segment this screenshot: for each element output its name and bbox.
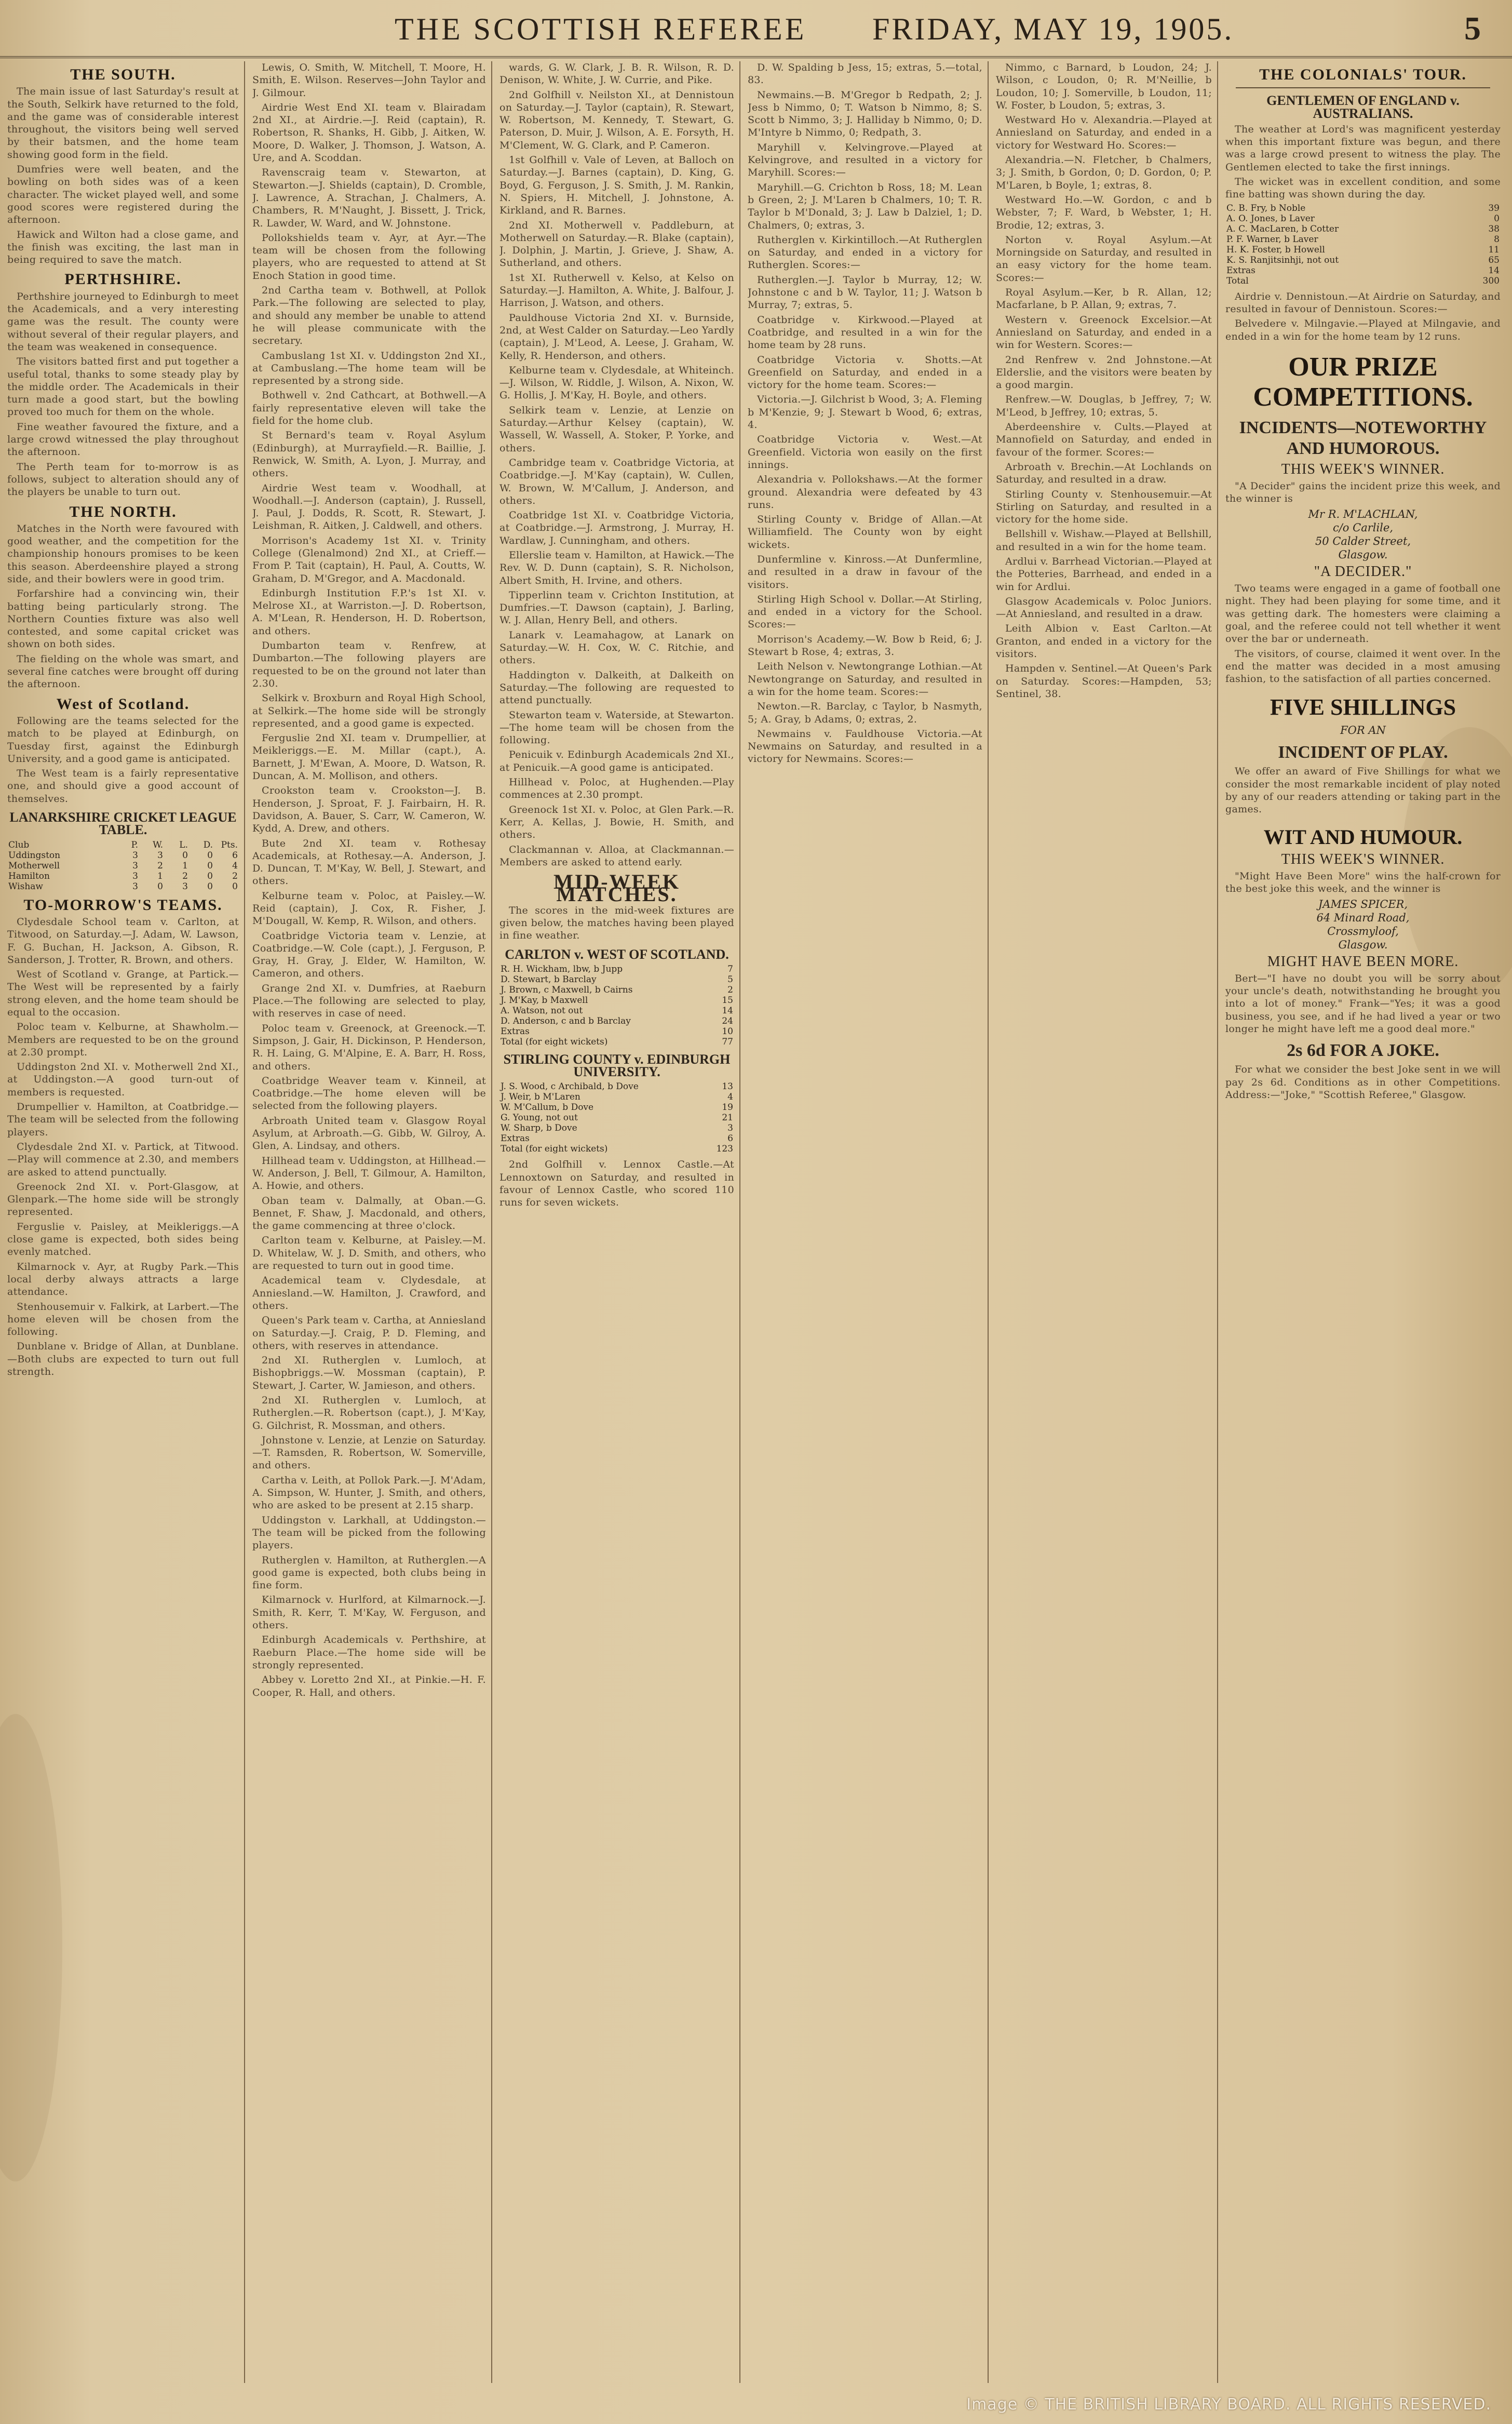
- column-rule: [988, 61, 989, 2383]
- wit-winner-heading: THIS WEEK'S WINNER.: [1281, 851, 1445, 867]
- article-body: Bert—"I have no doubt you will be sorry about your uncle's death, notwithstanding he brought you into a lot of money." Frank—"Yes; it was a good business, you see, and if he had lived a year or two longer he might have left me a good deal more.": [1225, 972, 1501, 1035]
- wit-winner-address-line: 64 Minard Road,: [1316, 911, 1410, 924]
- article-body: 2nd Golfhill v. Lennox Castle.—At Lennoxtown on Saturday, and resulted in favour of Lennox Castle, who scored 110 runs for seven wickets.: [500, 1159, 734, 1209]
- column-rule: [491, 61, 492, 2383]
- wit-winner-name: JAMES SPICER,: [1318, 898, 1408, 910]
- scorecard-table: R. H. Wickham, lbw, b Jupp 7 D. Stewart, b Barclay 5 J. Brown, c Maxwell, b Cairns 2 J. M'Kay, b Maxwell 15 A. Watson, not out 14 D. Anderson, c and b Barclay 24 Extras 10 Total (for eight wickets) 77: [501, 963, 733, 1047]
- article-body: Clydesdale School team v. Carlton, at Titwood, on Saturday.—J. Adam, W. Lawson, F. G. Buchan, H. Jackson, A. Gibson, R. Sanderson, J. Trotter, R. Brown, and others. West of Scotland v. Grange, at Partick.—The West will be represented by a fairly strong eleven, and the home team should be equal to the occasion. Poloc team v. Kelburne, at Shawholm.—Members are requested to be on the ground at 2.30 prompt. Uddingston 2nd XI. v. Motherwell 2nd XI., at Uddingston.—A good turn-out of members is requested. Drumpellier v. Hamilton, at Coatbridge.—The team will be selected from the following players. Clydesdale 2nd XI. v. Partick, at Titwood.—Play will commence at 2.30, and members are asked to attend punctually. Greenock 2nd XI. v. Port-Glasgow, at Glenpark.—The home side will be strongly represented. Ferguslie v. Paisley, at Meikleriggs.—A close game is expected, both sides being evenly matched. Kilmarnock v. Ayr, at Rugby Park.—This local derby always attracts a large attendance. Stenhousemuir v. Falkirk, at Larbert.—The home eleven will be chosen from the following. Dunblane v. Bridge of Allan, at Dunblane.—Both clubs are expected to turn out full strength.: [7, 916, 239, 1378]
- article-body: The weather at Lord's was magnificent yesterday when this important fixture was begun, and there was a large crowd present to witness the play. The Gentlemen elected to take the first innings. The wicket was in excellent condition, and some fine batting was shown during the day.: [1225, 123, 1501, 200]
- article-body: "A Decider" gains the incident prize this week, and the winner is: [1225, 480, 1501, 505]
- article-body: D. W. Spalding b Jess, 15; extras, 5.—total, 83. Newmains.—B. M'Gregor b Redpath, 2; J. Jess b Nimmo, 0; T. Watson b Nimmo, 8; S. Scott b Nimmo, 3; J. Halliday b Nimmo, 0; D. M'Intyre b Nimmo, 0; Redpath, 3. Maryhill v. Kelvingrove.—Played at Kelvingrove, and resulted in a victory for Maryhill. Scores:— Maryhill.—G. Crichton b Ross, 18; M. Lean b Green, 2; J. M'Laren b Chalmers, 10; T. R. Taylor b M'Donald, 3; J. Law b Dalziel, 1; D. Chalmers, 0; extras, 3. Rutherglen v. Kirkintilloch.—At Rutherglen on Saturday, and ended in a victory for Rutherglen. Scores:— Rutherglen.—J. Taylor b Murray, 12; W. Johnstone c and b W. Taylor, 11; J. Watson b Murray, 7; extras, 5. Coatbridge v. Kirkwood.—Played at Coatbridge, and resulted in a win for the home team by 28 runs. Coatbridge Victoria v. Shotts.—At Greenfield on Saturday, and ended in a victory for the home team. Scores:— Victoria.—J. Gilchrist b Wood, 3; A. Fleming b M'Kenzie, 9; J. Stewart b Wood, 6; extras, 4. Coatbridge Victoria v. West.—At Greenfield. Victoria won easily on the first innings. Alexandria v. Pollokshaws.—At the former ground. Alexandria were defeated by 43 runs. Stirling County v. Bridge of Allan.—At Williamfield. The County won by eight wickets. Dunfermline v. Kinross.—At Dunfermline, and resulted in a draw in favour of the visitors. Stirling High School v. Dollar.—At Stirling, and ended in a victory for the School. Scores:— Morrison's Academy.—W. Bow b Reid, 6; J. Stewart b Rose, 4; extras, 3. Leith Nelson v. Newtongrange Lothian.—At Newtongrange on Saturday, and resulted in a win for the home team. Scores:— Newton.—R. Barclay, c Taylor, b Nasmyth, 5; A. Gray, b Adams, 0; extras, 2. Newmains v. Fauldhouse Victoria.—At Newmains on Saturday, and resulted in a victory for Newmains. Scores:—: [748, 62, 982, 765]
- winner-heading: THIS WEEK'S WINNER.: [1281, 461, 1445, 477]
- winner-name: Mr R. M'LACHLAN,: [1308, 507, 1418, 520]
- column-rule: [739, 61, 740, 2383]
- masthead: [0, 0, 1512, 58]
- article-body: Nimmo, c Barnard, b Loudon, 24; J. Wilson, c Loudon, 0; R. M'Neillie, b Loudon, 10; J. Somerville, b Loudon, 11; W. Foster, b Loudon, 5; extras, 3. Westward Ho v. Alexandria.—Played at Anniesland on Saturday, and ended in a victory for Westward Ho. Scores:— Alexandria.—N. Fletcher, b Chalmers, 3; J. Smith, b Gordon, 0; D. Gordon, 0; P. M'Laren, b Boyle, 1; extras, 8. Westward Ho.—W. Gordon, c and b Webster, 7; F. Ward, b Webster, 1; H. Brodie, 12; extras, 3. Norton v. Royal Asylum.—At Morningside on Saturday, and resulted in an easy victory for the home team. Scores:— Royal Asylum.—Ker, b R. Allan, 12; Macfarlane, b P. Allan, 9; extras, 7. Western v. Greenock Excelsior.—At Anniesland on Saturday, and ended in a win for Western. Scores:— 2nd Renfrew v. 2nd Johnstone.—At Elderslie, and the visitors were beaten by a good margin. Renfrew.—W. Douglas, b Jeffrey, 7; W. M'Leod, b Jeffrey, 10; extras, 5. Aberdeenshire v. Cults.—Played at Mannofield on Saturday, and ended in favour of the former. Scores:— Arbroath v. Brechin.—At Lochlands on Saturday, and resulted in a draw. Stirling County v. Stenhousemuir.—At Stirling on Saturday, and resulted in a victory for the home side. Bellshill v. Wishaw.—Played at Bellshill, and resulted in a win for the home team. Ardlui v. Barrhead Victorian.—Played at the Potteries, Barrhead, and ended in a win for Ardlui. Glasgow Academicals v. Poloc Juniors.—At Anniesland, and resulted in a draw. Leith Albion v. East Carlton.—At Granton, and ended in a victory for the visitors. Hampden v. Sentinel.—At Queen's Park on Saturday. Scores:—Hampden, 53; Sentinel, 38.: [996, 62, 1212, 700]
- article-body: The main issue of last Saturday's result at the South, Selkirk have returned to the fold, and the game was of considerable interest throughout, the visitors being well served by their batsmen, and the home team showing good form in the field. Dumfries were well beaten, and the bowling on both sides was of a keen character. The wicket played well, and some good scores were registered during the afternoon. Hawick and Wilton had a close game, and the finish was exciting, the last man in being required to save the match.: [7, 86, 239, 266]
- incidents-heading: INCIDENTS—NOTEWORTHY AND HUMOROUS.: [1239, 418, 1487, 458]
- winner-address-line: Glasgow.: [1338, 548, 1388, 561]
- incident-of-play-heading: INCIDENT OF PLAY.: [1278, 743, 1448, 762]
- article-body: Two teams were engaged in a game of football one night. They had been playing for some time, and it was getting dark. The homesters were claiming a goal, and the referee could not tell whether it went over the bar or underneath. The visitors, of course, claimed it went over. In the end the matter was decided in a most amusing fashion, to the satisfaction of all parties concerned.: [1225, 583, 1501, 685]
- section-heading-north: THE NORTH.: [69, 503, 177, 520]
- article-body: Matches in the North were favoured with good weather, and the competition for the championship honours promises to be keen this season. Aberdeenshire played a strong side, and their bowlers were in good trim. Forfarshire had a convincing win, their batting being particularly strong. The Northern Counties fixture was also well contested, and some capital cricket was shown on both sides. The fielding on the whole was smart, and several fine catches were brought off during the afternoon.: [7, 523, 239, 690]
- section-heading-midweek: MID-WEEK MATCHES.: [554, 870, 680, 906]
- story-title-might-have-been-more: MIGHT HAVE BEEN MORE.: [1267, 953, 1459, 970]
- prize-competitions-heading: OUR PRIZE COMPETITIONS.: [1253, 352, 1473, 412]
- column-5: [996, 61, 1212, 2383]
- article-body: For what we consider the best Joke sent in we will pay 2s 6d. Conditions as in other Competitions. Address:—"Joke," "Scottish Referee," Glasgow.: [1225, 1064, 1501, 1101]
- winner-address-line: c/o Carlile,: [1332, 521, 1394, 534]
- column-6: [1225, 61, 1501, 2383]
- section-heading-south: THE SOUTH.: [70, 66, 176, 83]
- divider: [1236, 87, 1490, 88]
- article-body: The scores in the mid-week fixtures are given below, the matches having been played in fine weather.: [500, 904, 734, 942]
- section-heading-colonials-tour: THE COLONIALS' TOUR.: [1259, 66, 1467, 83]
- image-credit: Image © THE BRITISH LIBRARY BOARD. ALL RIGHTS RESERVED.: [966, 2395, 1491, 2414]
- article-body: Lewis, O. Smith, W. Mitchell, T. Moore, H. Smith, E. Wilson. Reserves—John Taylor and J. Gilmour. Airdrie West End XI. team v. Blairadam 2nd XI., at Airdrie.—J. Reid (captain), R. Robertson, R. Shanks, H. Gibb, J. Aitken, W. Moore, D. Walker, J. Thomson, J. Watson, A. Ure, and A. Scoddan. Ravenscraig team v. Stewarton, at Stewarton.—J. Shields (captain), D. Cromble, J. Lawrence, A. Strachan, J. Chalmers, A. Chambers, R. M'Naught, J. Bissett, J. Trick, R. Lawder, W. Ward, and W. Johnstone. Pollokshields team v. Ayr, at Ayr.—The team will be chosen from the following players, who are requested to attend at St Enoch Station in good time. 2nd Cartha team v. Bothwell, at Pollok Park.—The following are selected to play, and should any member be unable to attend he will please communicate with the secretary. Cambuslang 1st XI. v. Uddingston 2nd XI., at Cambuslang.—The home team will be represented by a strong side. Bothwell v. 2nd Cathcart, at Bothwell.—A fairly representative eleven will take the field for the home club. St Bernard's team v. Royal Asylum (Edinburgh), at Murrayfield.—R. Baillie, J. Renwick, W. Smith, A. Lyon, J. Murray, and others. Airdrie West team v. Woodhall, at Woodhall.—J. Anderson (captain), J. Russell, J. Paul, J. Dodds, R. Scott, R. Stewart, J. Leishman, R. Aitken, J. Caldwell, and others. Morrison's Academy 1st XI. v. Trinity College (Glenalmond) 2nd XI., at Crieff.—From P. Tait (captain), H. Paul, A. Coutts, W. Graham, D. M'Gregor, and A. Macdonald. Edinburgh Institution F.P.'s 1st XI. v. Melrose XI., at Warriston.—J. D. Robertson, A. M'Lean, R. Henderson, H. D. Robertson, and others. Dumbarton team v. Renfrew, at Dumbarton.—The following players are requested to be on the ground not later than 2.30. Selkirk v. Broxburn and Royal High School, at Selkirk.—The home side will be strongly represented, and a good game is expected. Ferguslie 2nd XI. team v. Drumpellier, at Meikleriggs.—E. M. Millar (capt.), A. Barnett, J. M'Ewan, A. Moore, D. Watson, R. Duncan, A. M. Mollison, and others. Crookston team v. Crookston—J. B. Henderson, J. Sproat, F. J. Fairbairn, H. R. Davidson, A. Bauer, S. Carr, W. Cameron, W. Kydd, A. Drew, and others. Bute 2nd XI. team v. Rothesay Academicals, at Rothesay.—A. Anderson, J. D. Duncan, T. M'Kay, W. Bell, J. Stewart, and others. Kelburne team v. Poloc, at Paisley.—W. Reid (captain), J. Cox, R. Fisher, J. M'Dougall, W. Kemp, R. Wilson, and others. Coatbridge Victoria team v. Lenzie, at Coatbridge.—W. Cole (capt.), J. Ferguson, P. Gray, H. Gray, J. Elder, W. Hamilton, W. Cameron, and others. Grange 2nd XI. v. Dumfries, at Raeburn Place.—The following are selected to play, with reserves in case of need. Poloc team v. Greenock, at Greenock.—T. Simpson, J. Gair, H. Dickinson, P. Henderson, R. H. Laing, G. M'Alpine, E. A. Barr, H. Ross, and others. Coatbridge Weaver team v. Kinneil, at Coatbridge.—The home eleven will be selected from the following players. Arbroath United team v. Glasgow Royal Asylum, at Arbroath.—G. Gibb, W. Gilroy, A. Glen, A. Lindsay, and others. Hillhead team v. Uddingston, at Hillhead.—W. Anderson, J. Bell, T. Gilmour, A. Hamilton, A. Howie, and others. Oban team v. Dalmally, at Oban.—G. Bennet, F. Shaw, J. Macdonald, and others, the game commencing at three o'clock. Carlton team v. Kelburne, at Paisley.—M. D. Whitelaw, W. J. D. Smith, and others, who are requested to turn out in good time. Academical team v. Clydesdale, at Anniesland.—W. Hamilton, J. Crawford, and others. Queen's Park team v. Cartha, at Anniesland on Saturday.—J. Craig, P. D. Fleming, and others, with reserves in attendance. 2nd XI. Rutherglen v. Lumloch, at Bishopbriggs.—W. Mossman (captain), P. Stewart, J. Carter, W. Jamieson, and others. 2nd XI. Rutherglen v. Lumloch, at Rutherglen.—R. Robertson (capt.), J. M'Kay, G. Gilchrist, R. Mossman, and others. Johnstone v. Lenzie, at Lenzie on Saturday.—T. Ramsden, R. Robertson, W. Somerville, and others. Cartha v. Leith, at Pollok Park.—J. M'Adam, A. Simpson, W. Hunter, J. Smith, and others, who are asked to be present at 2.15 sharp. Uddingston v. Larkhall, at Uddingston.—The team will be picked from the following players. Rutherglen v. Hamilton, at Rutherglen.—A good game is expected, both clubs being in fine form. Kilmarnock v. Hurlford, at Kilmarnock.—J. Smith, R. Kerr, T. M'Kay, W. Ferguson, and others. Edinburgh Academicals v. Perthshire, at Raeburn Place.—The home side will be strongly represented. Abbey v. Loretto 2nd XI., at Pinkie.—H. F. Cooper, R. Hall, and others.: [252, 62, 486, 1698]
- match-heading-gentlemen-australians: GENTLEMEN OF ENGLAND v. AUSTRALIANS.: [1266, 93, 1460, 121]
- column-2: [252, 61, 486, 2383]
- column-rule: [1217, 61, 1218, 2383]
- column-4: [748, 61, 982, 2383]
- section-heading-perthshire: PERTHSHIRE.: [64, 271, 182, 288]
- article-body: "Might Have Been More" wins the half-crown for the best joke this week, and the winner is: [1225, 870, 1501, 895]
- five-shillings-heading: FIVE SHILLINGS: [1270, 694, 1456, 720]
- for-an-line: FOR AN: [1340, 724, 1386, 737]
- match-heading-carlton: CARLTON v. WEST OF SCOTLAND.: [505, 946, 729, 962]
- league-table: Club P. W. L. D. Pts. Uddingston 3 3 0 0 6 Motherwell 3 2 1 0 4 Hamilton 3 1 2 0 2 Wishaw 3 0 3 0 0: [8, 839, 238, 892]
- column-1: [7, 61, 239, 2383]
- issue-date: FRIDAY, MAY 19, 1905.: [872, 12, 1234, 46]
- scorecard-table: J. S. Wood, c Archibald, b Dove 13 J. Weir, b M'Laren 4 W. M'Callum, b Dove 19 G. Young, not out 21 W. Sharp, b Dove 3 Extras 6 Total (for eight wickets) 123: [501, 1081, 733, 1155]
- wit-winner-address-line: Crossmyloof,: [1327, 925, 1399, 938]
- article-body: Following are the teams selected for the match to be played at Edinburgh, on Tuesday first, against the Edinburgh University, and a good game is anticipated. The West team is a fairly representative one, and should give a good account of themselves.: [7, 715, 239, 805]
- story-title-decider: "A DECIDER.": [1314, 563, 1412, 580]
- newspaper-title: THE SCOTTISH REFEREE: [395, 12, 807, 46]
- scorecard-table: C. B. Fry, b Noble 39 A. O. Jones, b Laver 0 A. C. MacLaren, b Cotter 38 P. F. Warner, b Laver 8 H. K. Foster, b Howell 11 K. S. Ranjitsinhji, not out 65 Extras 14 Total 300: [1226, 203, 1500, 286]
- joke-prize-heading: 2s 6d FOR A JOKE.: [1287, 1041, 1439, 1061]
- section-heading-tomorrows-teams: TO-MORROW'S TEAMS.: [23, 896, 223, 914]
- wit-winner-address-line: Glasgow.: [1338, 938, 1388, 951]
- column-rule: [244, 61, 245, 2383]
- winner-address-line: 50 Calder Street,: [1315, 534, 1411, 547]
- article-body: Perthshire journeyed to Edinburgh to meet the Academicals, and a very interesting game was the result. The county were without several of their regular players, and the team was weakened in consequence. The visitors batted first and put together a useful total, thanks to some steady play by the middle order. The Academicals in their turn made a good start, but the bowling proved too much for them on the whole. Fine weather favoured the fixture, and a large crowd witnessed the play throughout the afternoon. The Perth team for to-morrow is as follows, subject to alteration should any of the players be unable to turn out.: [7, 290, 239, 498]
- section-heading-west: West of Scotland.: [56, 695, 190, 713]
- page-number: 5: [1464, 10, 1481, 47]
- match-heading-stirling: STIRLING COUNTY v. EDINBURGH UNIVERSITY.: [503, 1051, 731, 1080]
- section-heading-lanarkshire: LANARKSHIRE CRICKET LEAGUE TABLE.: [9, 810, 237, 838]
- article-body: wards, G. W. Clark, J. B. R. Wilson, R. D. Denison, W. White, J. W. Currie, and Pike. 2nd Golfhill v. Neilston XI., at Dennistoun on Saturday.—J. Taylor (captain), R. Stewart, W. Robertson, M. Kennedy, T. Stewart, G. Paterson, D. Muir, J. Wilson, A. E. Forsyth, H. M'Clement, W. G. Clark, and P. Cameron. 1st Golfhill v. Vale of Leven, at Balloch on Saturday.—J. Barnes (captain), D. King, G. Boyd, G. Ferguson, J. S. Smith, J. M. Rankin, N. Spiers, H. Mitchell, J. Johnstone, A. Kirkland, and R. Barnes. 2nd XI. Motherwell v. Paddleburn, at Motherwell on Saturday.—R. Blake (captain), J. Dolphin, J. Martin, J. Grieve, J. Shaw, A. Sutherland, and others. 1st XI. Rutherwell v. Kelso, at Kelso on Saturday.—J. Hamilton, A. White, J. Balfour, J. Harrison, J. Watson, and others. Pauldhouse Victoria 2nd XI. v. Burnside, 2nd, at West Calder on Saturday.—Leo Yardly (captain), J. M'Leod, A. Leese, J. Graham, W. Kelly, R. Henderson, and others. Kelburne team v. Clydesdale, at Whiteinch.—J. Wilson, W. Riddle, J. Wilson, A. Nixon, W. G. Hollis, J. M'Kay, H. Boyle, and others. Selkirk team v. Lenzie, at Lenzie on Saturday.—Arthur Kelsey (captain), W. Wassell, W. Wassell, A. Stoker, P. Yorke, and others. Cambridge team v. Coatbridge Victoria, at Coatbridge.—J. M'Kay (captain), W. Cullen, W. Brown, W. M'Callum, J. Anderson, and others. Coatbridge 1st XI. v. Coatbridge Victoria, at Coatbridge.—J. Armstrong, J. Murray, H. Wardlaw, J. Cunningham, and others. Ellerslie team v. Hamilton, at Hawick.—The Rev. W. D. Dunn (captain), S. R. Nicholson, Albert Smith, H. Irvine, and others. Tipperlinn team v. Crichton Institution, at Dumfries.—T. Dawson (captain), J. Barling, W. J. Allan, Henry Bell, and others. Lanark v. Leamahagow, at Lanark on Saturday.—W. H. Cox, W. C. Ritchie, and others. Haddington v. Dalkeith, at Dalkeith on Saturday.—The following are requested to attend punctually. Stewarton team v. Waterside, at Stewarton.—The home team will be chosen from the following. Penicuik v. Edinburgh Academicals 2nd XI., at Penicuik.—A good game is anticipated. Hillhead v. Poloc, at Hughenden.—Play commences at 2.30 prompt. Greenock 1st XI. v. Poloc, at Glen Park.—R. Kerr, A. Kellas, J. Bowie, H. Smith, and others. Clackmannan v. Alloa, at Clackmannan.—Members are asked to attend early.: [500, 62, 734, 868]
- article-body: We offer an award of Five Shillings for what we consider the most remarkable incident of play noted by any of our readers attending or taking part in the games.: [1225, 766, 1501, 815]
- article-body: Airdrie v. Dennistoun.—At Airdrie on Saturday, and resulted in favour of Dennistoun. Scores:— Belvedere v. Milngavie.—Played at Milngavie, and ended in a win for the home team by 12 runs.: [1225, 290, 1501, 342]
- column-3: [500, 61, 734, 2383]
- wit-humour-heading: WIT AND HUMOUR.: [1263, 825, 1463, 849]
